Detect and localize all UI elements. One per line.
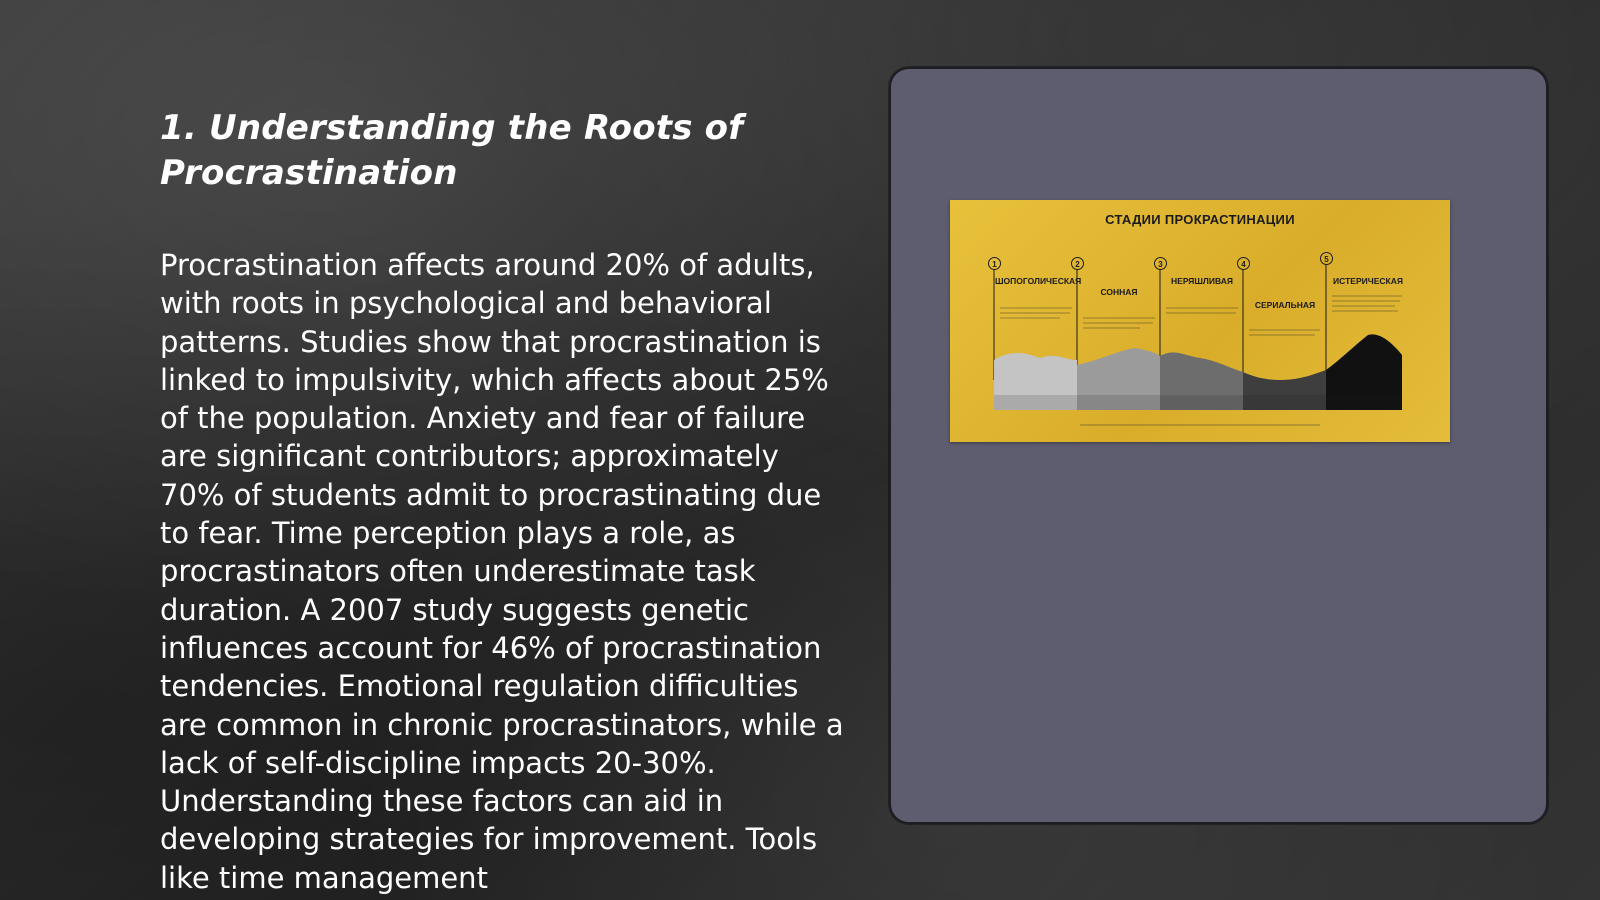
stage-label-1: ШОПОГОЛИЧЕСКАЯ xyxy=(995,276,1082,286)
slide-title: 1. Understanding the Roots of Procrastination xyxy=(160,108,744,193)
stage-number-4: 4 xyxy=(1237,257,1250,270)
procrastination-stages-poster xyxy=(950,200,1450,442)
stage-label-3: НЕРЯШЛИВАЯ xyxy=(1171,276,1233,286)
stage-number-1: 1 xyxy=(988,257,1001,270)
poster-title: СТАДИИ ПРОКРАСТИНАЦИИ xyxy=(1105,212,1295,227)
stage-label-5: ИСТЕРИЧЕСКАЯ xyxy=(1333,276,1403,286)
image-panel xyxy=(889,67,1548,824)
stage-number-3: 3 xyxy=(1154,257,1167,270)
stages-mountain-graphic xyxy=(950,200,1450,442)
stage-label-4: СЕРИАЛЬНАЯ xyxy=(1254,300,1316,310)
slide-body-text: Procrastination affects around 20% of adults, with roots in psychological and behavioral patterns. Studies show that procrastination is linked to impulsivity, which affects about 25% of the population. Anxiety and fear of failure are significant contributors; approximately 70% of students admit to procrastinating due to fear. Time perception plays a role, as procrastinators often underestimate task duration. A 2007 study suggests genetic influences account for 46% of procrastination tendencies. Emotional regulation difficulties are common in chronic procrastinators, while a lack of self-discipline impacts 20-30%. Understanding these factors can aid in developing strategies for improvement. Tools like time management xyxy=(160,248,844,895)
stage-label-2: СОННАЯ xyxy=(1100,287,1138,297)
stage-number-5: 5 xyxy=(1320,252,1333,265)
stage-number-2: 2 xyxy=(1071,257,1084,270)
